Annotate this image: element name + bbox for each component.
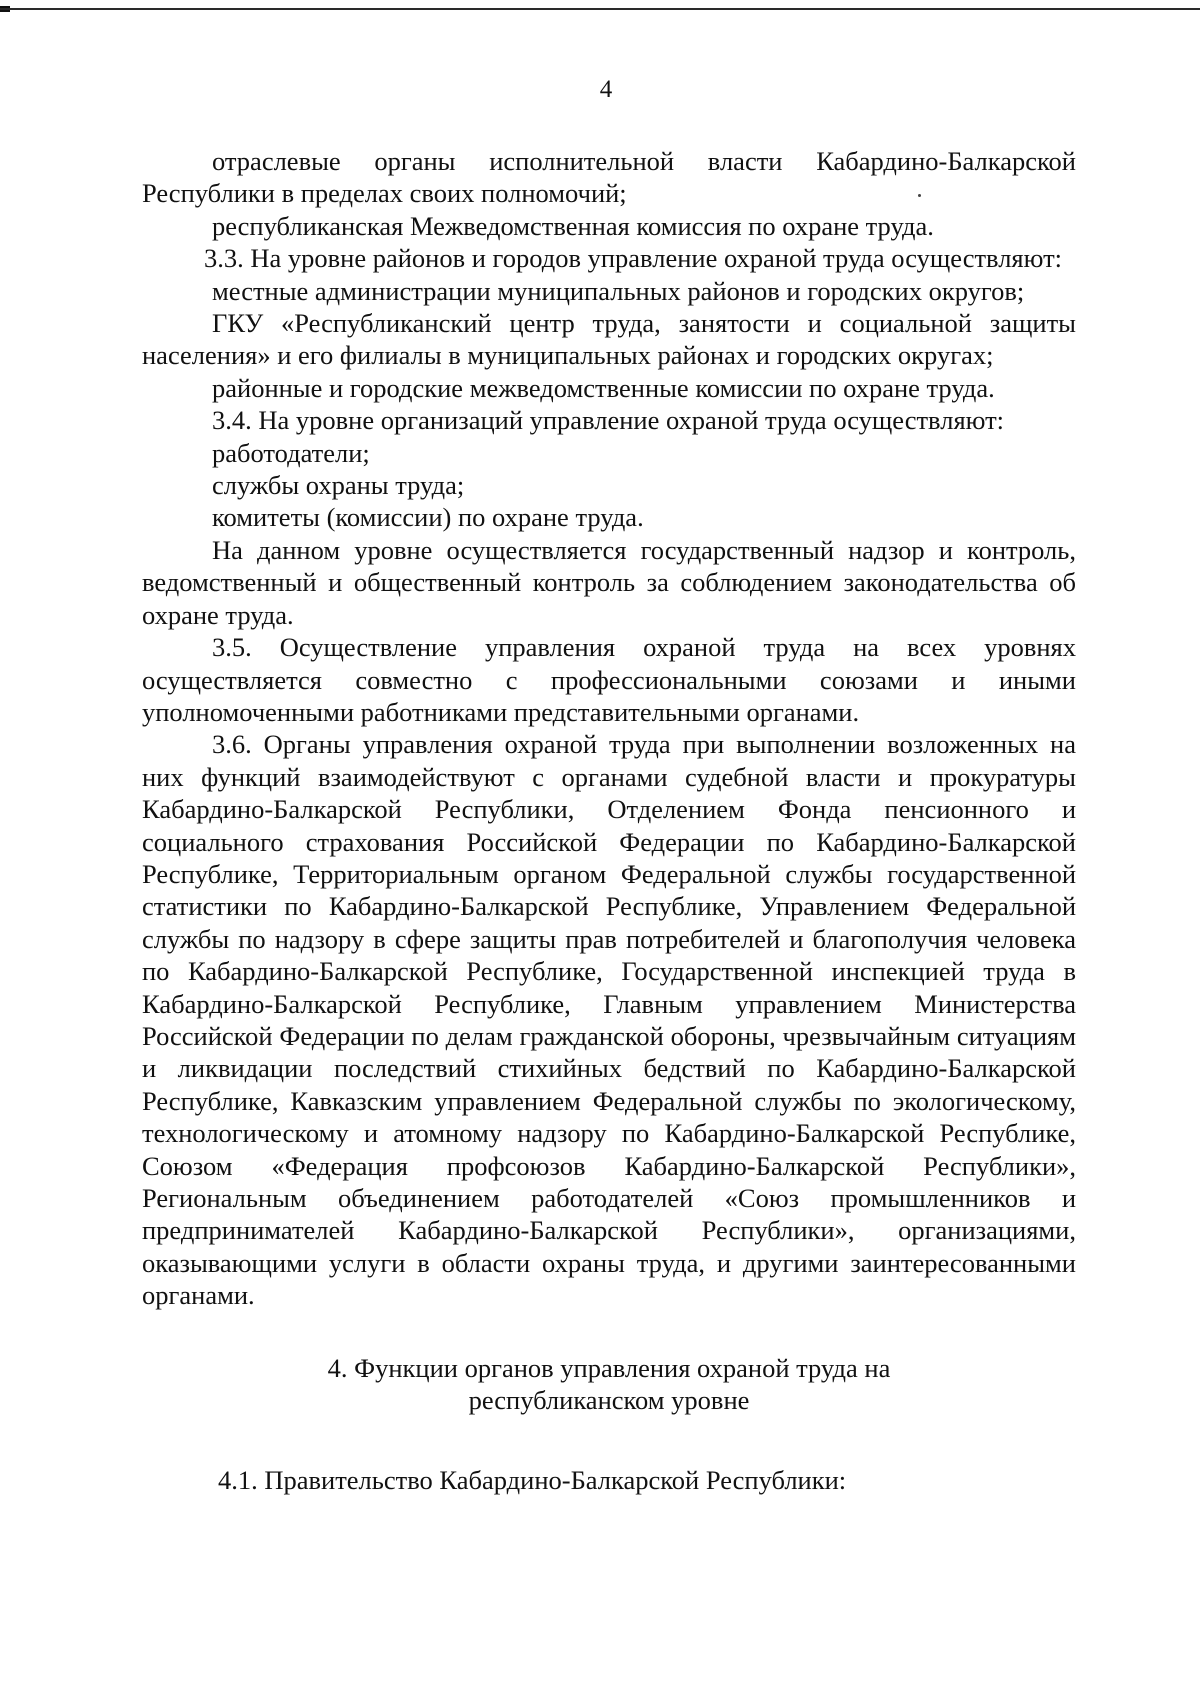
paragraph-3-4: 3.4. На уровне организаций управление охраной труда осуществляют: [212, 405, 1005, 436]
document-body [142, 145, 1076, 1497]
section-4-heading-line2: республиканском уровне [468, 1385, 750, 1416]
paragraph-local-administrations: местные администрации муниципальных районов и городских округов; [212, 275, 1025, 306]
paragraph-3-5: 3.5. Осуществление управления охраной труда на всех уровнях осуществляется совместно с профессиональными союзами и иными уполномоченными работниками представительными органами. [142, 632, 1076, 727]
paragraph-interdepartmental-commission: республиканская Межведомственная комиссия по охране труда. [212, 210, 934, 241]
paragraph-employers: работодатели; [212, 437, 370, 468]
paragraph-supervision: На данном уровне осуществляется государственный надзор и контроль, ведомственный и общественный контроль за соблюдением законодательства об охране труда. [142, 534, 1076, 630]
paragraph-district-commissions: районные и городские межведомственные комиссии по охране труда. [212, 372, 995, 403]
paragraph-3-6: 3.6. Органы управления охраной труда при выполнении возложенных на них функций взаимодействуют с органами судебной власти и прокуратуры Кабардино-Балкарской Республики, Отделением Фонда пенсионного и социального страхования Российской Федерации по Кабардино-Балкарской Республике, Территориальным органом Федеральной службы государственной статистики по Кабардино-Балкарской Республике, Управлением Федеральной службы по надзору в сфере защиты прав потребителей и благополучия человека по Кабардино-Балкарской Республике, Государственной инспекцией труда в Кабардино-Балкарской Республике, Главным управлением Министерства Российской Федерации по делам гражданской обороны, чрезвычайным ситуациям и ликвидации последствий стихийных бедствий по Кабардино-Балкарской Республике, Кавказским управлением Федеральной службы по экологическому, технологическому и атомному надзору по Кабардино-Балкарской Республике, Союзом «Федерация профсоюзов Кабардино-Балкарской Республики», Региональным объединением работодателей «Союз промышленников и предпринимателей Кабардино-Балкарской Республики», организациями, оказывающими услуги в области охраны труда, и другими заинтересованными органами. [142, 729, 1076, 1311]
scan-top-rule [0, 8, 1200, 10]
section-4-heading [142, 1352, 1076, 1417]
section-4-heading-line1: 4. Функции органов управления охраной труда на [327, 1352, 891, 1383]
paragraph-committees: комитеты (комиссии) по охране труда. [212, 502, 644, 533]
paragraph-3-3: 3.3. На уровне районов и городов управление охраной труда осуществляют: [204, 243, 1063, 274]
subsection-4-1: 4.1. Правительство Кабардино-Балкарской Республики: [218, 1465, 847, 1496]
paragraph-safety-services: службы охраны труда; [212, 470, 465, 501]
paragraph-gku-center: ГКУ «Республиканский центр труда, занятости и социальной защиты населения» и его филиалы в муниципальных районах и городских округах; [142, 308, 1076, 371]
page-number: 4 [599, 76, 613, 103]
paragraph-sectoral-bodies: отраслевые органы исполнительной власти Кабардино-Балкарской Республики в пределах своих полномочий; [142, 146, 1076, 209]
